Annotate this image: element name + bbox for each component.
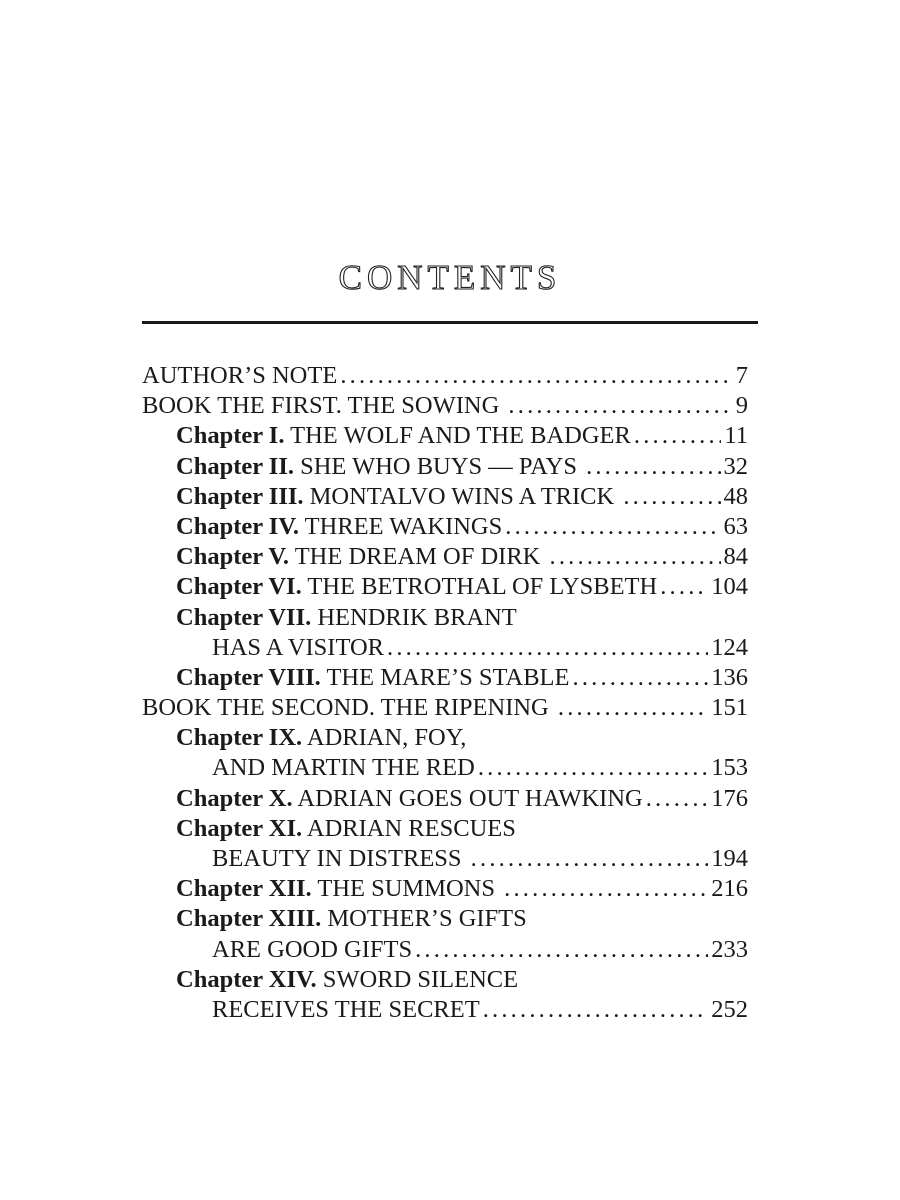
- chapter-label: Chapter V.: [176, 543, 290, 571]
- page-number: 233: [711, 935, 748, 963]
- toc-entry-chapter-11-cont[interactable]: [212, 844, 748, 874]
- chapter-label: Chapter IX.: [176, 724, 303, 752]
- chapter-label: Chapter XIII.: [176, 905, 322, 933]
- chapter-label: Chapter X.: [176, 784, 293, 812]
- entry-title: ADRIAN, FOY,: [302, 724, 467, 752]
- dot-leader: [504, 874, 708, 904]
- entry-title: AUTHOR’S NOTE: [142, 362, 338, 389]
- toc-entry-chapter-4[interactable]: [176, 512, 748, 542]
- page-number: 63: [723, 512, 748, 540]
- page-number: 252: [711, 995, 748, 1023]
- page-number: 216: [711, 875, 748, 903]
- chapter-label: Chapter XIV.: [176, 965, 317, 993]
- entry-title-continued: ARE GOOD GIFTS: [212, 935, 413, 963]
- toc-entry-chapter-11[interactable]: [176, 814, 748, 844]
- dot-leader: [646, 784, 709, 814]
- toc-entry-chapter-2[interactable]: [176, 452, 748, 482]
- page-number: 151: [711, 694, 748, 722]
- contents-title: CONTENTS: [338, 258, 562, 297]
- chapter-label: Chapter XI.: [176, 814, 303, 842]
- toc-entry-chapter-3[interactable]: [176, 482, 748, 512]
- toc-entry-chapter-9[interactable]: [176, 723, 748, 753]
- dot-leader: [483, 995, 709, 1025]
- toc-entry-chapter-8[interactable]: [176, 663, 748, 693]
- entry-title: BOOK THE FIRST. THE SOWING: [142, 392, 506, 420]
- page-number: 104: [711, 573, 748, 601]
- dot-leader: [387, 633, 708, 663]
- chapter-label: Chapter VI.: [176, 573, 302, 601]
- entry-title: MOTHER’S GIFTS: [321, 905, 527, 933]
- page-number: 136: [711, 663, 748, 691]
- entry-title: THE WOLF AND THE BADGER: [284, 422, 631, 450]
- entry-title: THE SUMMONS: [311, 875, 502, 903]
- page-number: 176: [711, 784, 748, 812]
- entry-title: MONTALVO WINS A TRICK: [303, 482, 621, 510]
- toc-entry-chapter-12[interactable]: [176, 874, 748, 904]
- entry-title: HENDRIK BRANT: [311, 603, 517, 631]
- page-number: 194: [711, 845, 748, 872]
- entry-title: THE BETROTHAL OF LYSBETH: [301, 573, 658, 601]
- dot-leader: [634, 421, 722, 451]
- entry-title-continued: RECEIVES THE SECRET: [212, 995, 480, 1023]
- toc-entry-chapter-7[interactable]: [176, 603, 748, 633]
- toc-entry-chapter-13[interactable]: [176, 904, 748, 934]
- entry-title: THE MARE’S STABLE: [320, 663, 570, 691]
- dot-leader: [508, 391, 732, 421]
- dot-leader: [623, 482, 720, 512]
- entry-title-continued: AND MARTIN THE RED: [212, 754, 475, 782]
- chapter-label: Chapter I.: [176, 422, 285, 450]
- toc-entry-chapter-5[interactable]: [176, 542, 748, 572]
- page-number: 153: [711, 754, 748, 782]
- dot-leader: [415, 935, 708, 965]
- toc-entry-chapter-7-cont[interactable]: [212, 633, 748, 663]
- page-number: 124: [711, 633, 748, 661]
- toc-entry-chapter-10[interactable]: [176, 784, 748, 814]
- toc-entry-authors-note[interactable]: [142, 361, 748, 391]
- chapter-label: Chapter III.: [176, 482, 304, 510]
- toc-entry-chapter-9-cont[interactable]: [212, 753, 748, 783]
- toc-entry-chapter-14-cont[interactable]: [212, 995, 748, 1025]
- entry-title: BOOK THE SECOND. THE RIPENING: [142, 694, 555, 722]
- dot-leader: [478, 753, 708, 783]
- page-number: 7: [735, 362, 748, 389]
- chapter-label: Chapter VIII.: [176, 663, 321, 691]
- toc-entry-chapter-14[interactable]: [176, 965, 748, 995]
- entry-title: SHE WHO BUYS — PAYS: [293, 452, 584, 480]
- dot-leader: [505, 512, 720, 542]
- dot-leader: [550, 542, 721, 572]
- toc-entry-book-first[interactable]: [142, 391, 748, 421]
- entry-title: SWORD SILENCE: [316, 965, 519, 993]
- dot-leader: [471, 844, 709, 874]
- chapter-label: Chapter XII.: [176, 875, 312, 903]
- entry-title: ADRIAN GOES OUT HAWKING: [292, 784, 643, 812]
- toc-entry-book-second[interactable]: [142, 693, 748, 723]
- entry-title: ADRIAN RESCUES: [302, 814, 516, 842]
- entry-title-continued: BEAUTY IN DISTRESS: [212, 845, 468, 872]
- chapter-label: Chapter II.: [176, 452, 294, 480]
- dot-leader: [660, 572, 708, 602]
- table-of-contents: [142, 361, 748, 1025]
- toc-entry-chapter-6[interactable]: [176, 572, 748, 602]
- dot-leader: [586, 452, 720, 482]
- chapter-label: Chapter VII.: [176, 603, 312, 631]
- page-number: 48: [723, 482, 748, 510]
- page-number: 32: [723, 452, 748, 480]
- dot-leader: [558, 693, 708, 723]
- page-number: 84: [723, 543, 748, 571]
- page-number: 9: [735, 392, 748, 420]
- dot-leader: [573, 663, 709, 693]
- page-number: 11: [724, 422, 748, 450]
- chapter-label: Chapter IV.: [176, 512, 299, 540]
- entry-title-continued: HAS A VISITOR: [212, 633, 385, 661]
- entry-title: THE DREAM OF DIRK: [289, 543, 547, 571]
- toc-entry-chapter-13-cont[interactable]: [212, 935, 748, 965]
- entry-title: THREE WAKINGS: [298, 512, 503, 540]
- title-rule: [142, 321, 758, 324]
- toc-entry-chapter-1[interactable]: [176, 421, 748, 451]
- dot-leader: [340, 361, 732, 391]
